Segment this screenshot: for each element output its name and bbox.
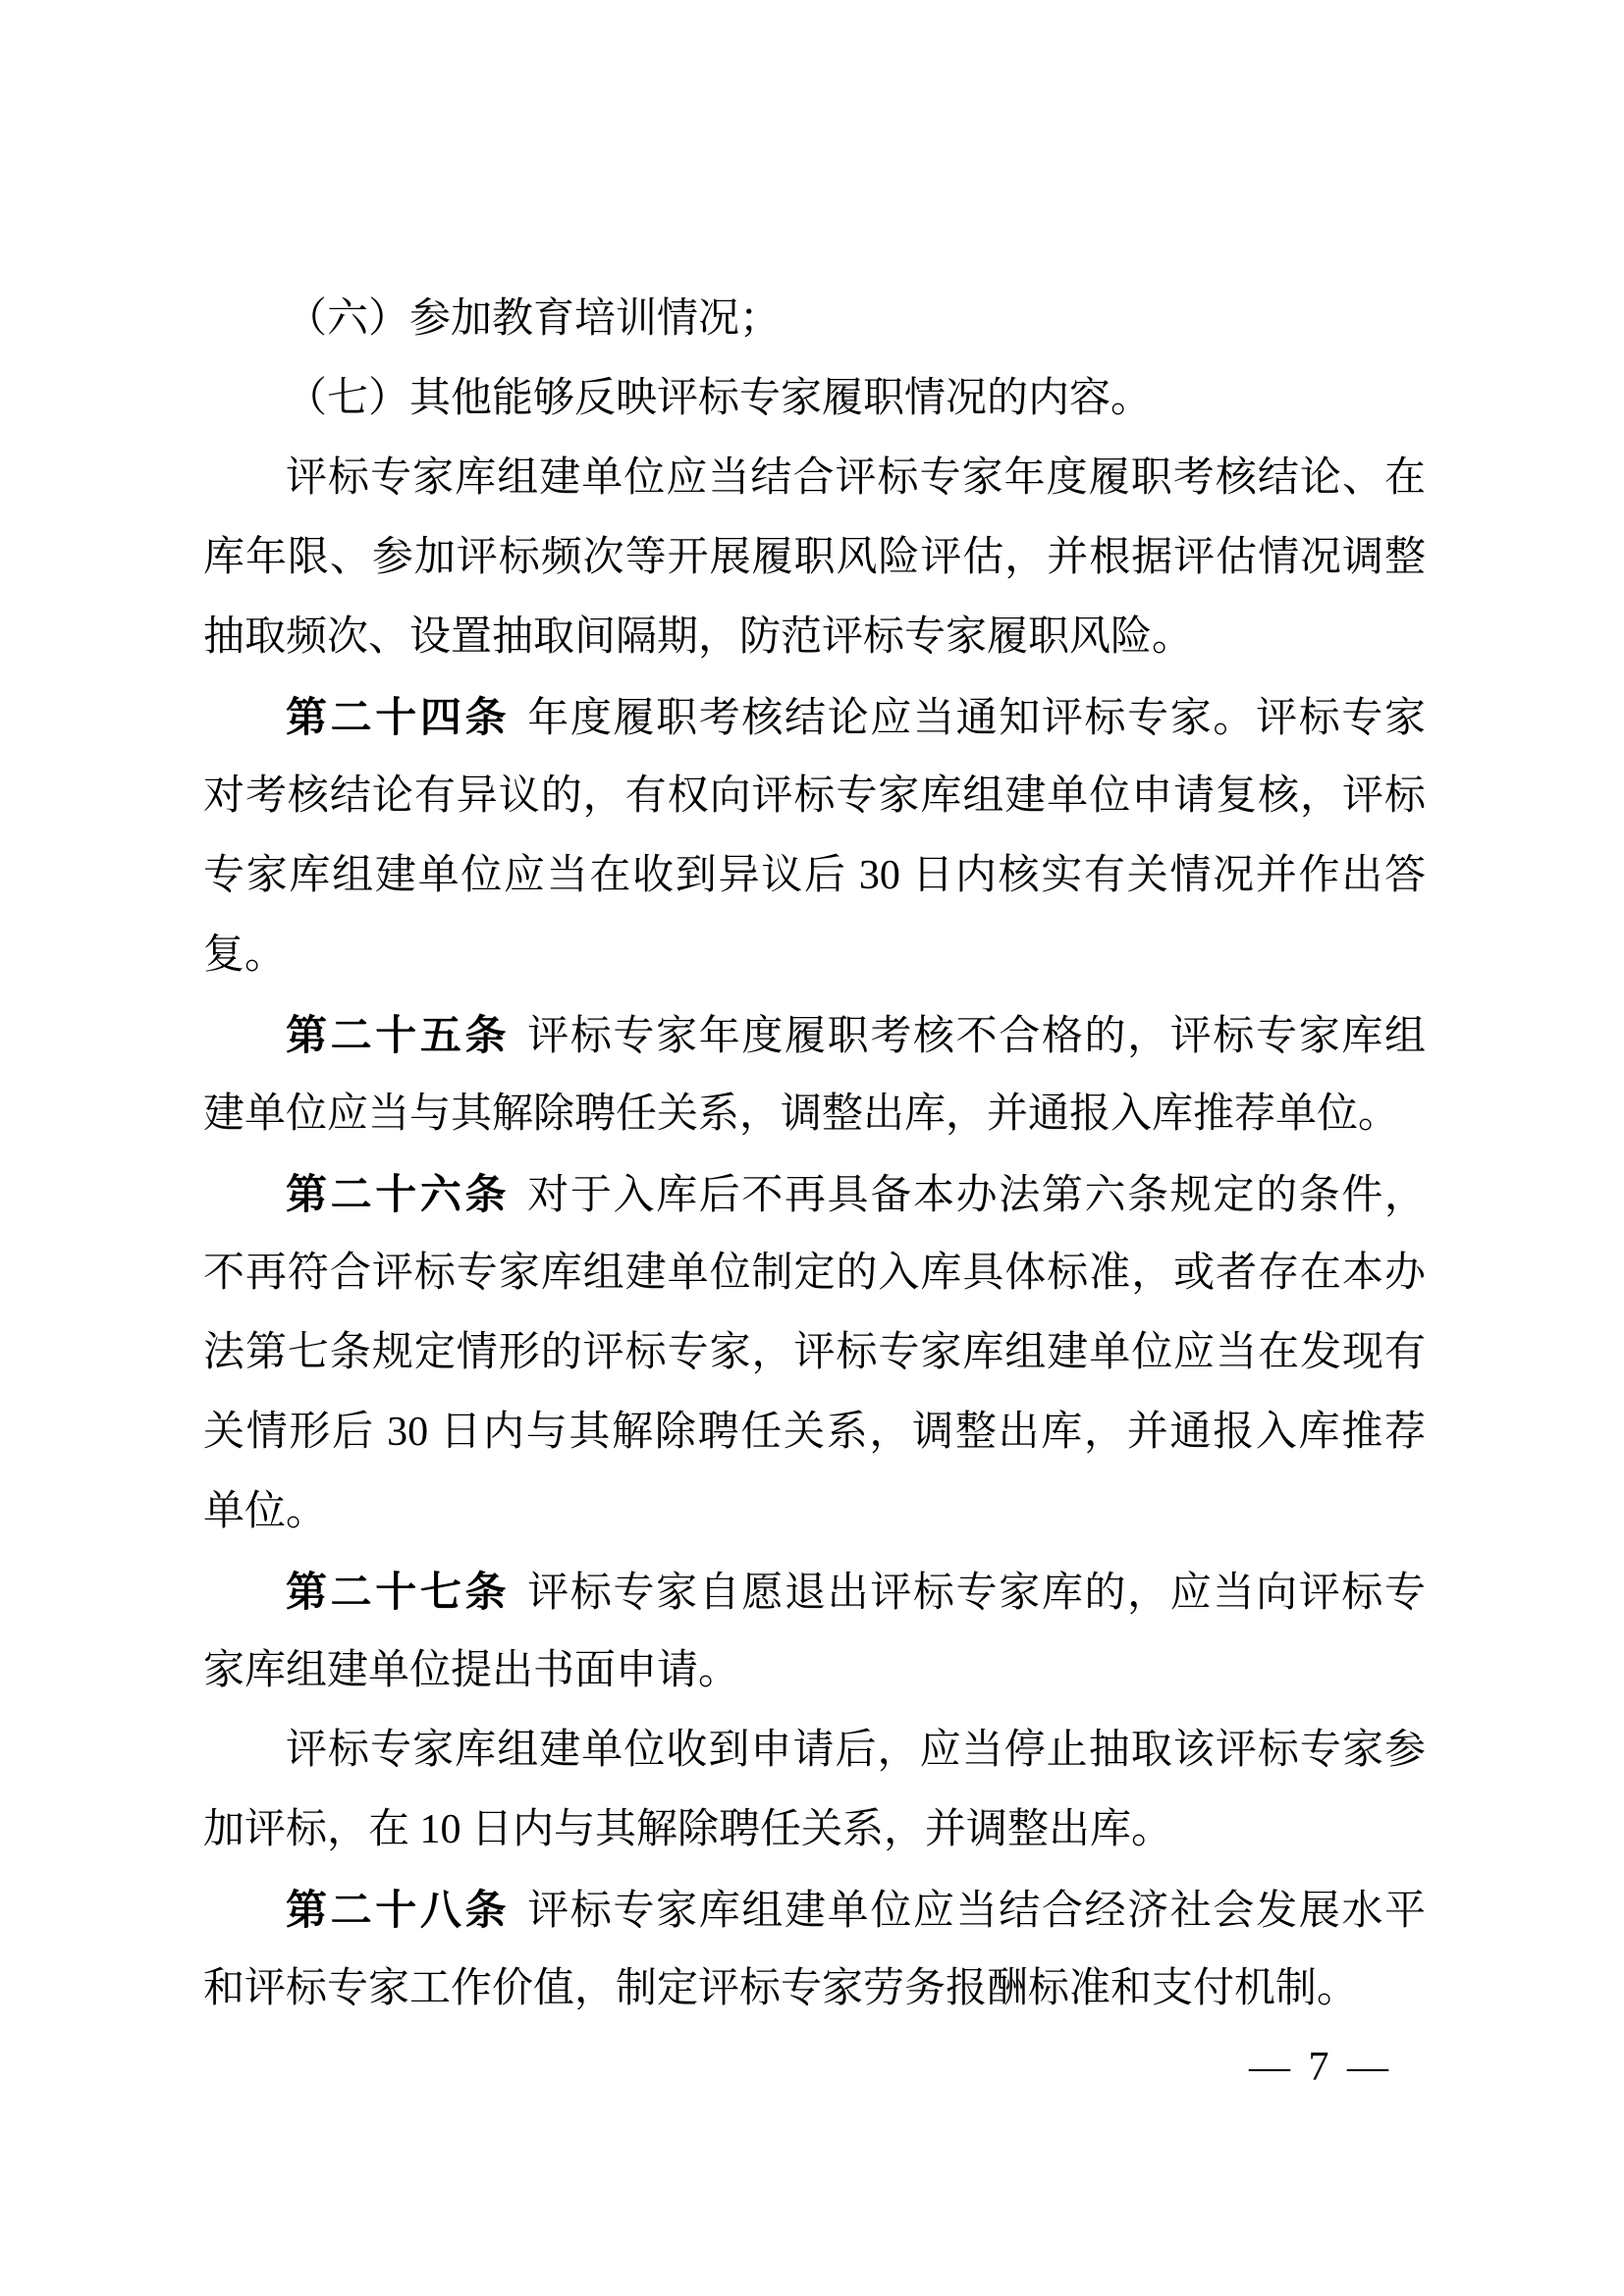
article-number: 第二十七条 [286,1569,511,1615]
line-text: 抽取频次、设置抽取间隔期，防范评标专家履职风险。 [203,614,1194,660]
document-line [203,1790,1426,1870]
line-text: （六）参加教育培训情况； [286,296,782,342]
document-line [203,836,1426,916]
document-line [203,1552,1426,1631]
document-line [203,1075,1426,1154]
line-text: 评标专家自愿退出评标专家库的，应当向评标专 [527,1571,1426,1616]
article-number: 第二十八条 [286,1887,511,1933]
document-line [203,1313,1426,1393]
line-text: 建单位应当与其解除聘任关系，调整出库，并通报入库推荐单位。 [203,1092,1400,1137]
line-text: 不再符合评标专家库组建单位制定的入库具体标准，或者存在本办 [203,1251,1426,1296]
line-text: （七）其他能够反映评标专家履职情况的内容。 [286,376,1153,421]
line-text: 对于入库后不再具备本办法第六条规定的条件， [527,1173,1426,1218]
document-line [203,1393,1426,1472]
line-text: 关情形后 30 日内与其解除聘任关系，调整出库，并通报入库推荐 [203,1410,1426,1455]
document-line [203,1472,1426,1552]
line-text: 家库组建单位提出书面申请。 [203,1648,740,1693]
document-line [203,1949,1426,2029]
line-text: 对考核结论有异议的，有权向评标专家库组建单位申请复核，评标 [203,774,1426,819]
document-line [203,1631,1426,1711]
line-text: 复。 [203,933,287,978]
line-text: 评标专家库组建单位收到申请后，应当停止抽取该评标专家参 [286,1728,1426,1773]
document-line [203,280,1426,359]
line-text: 评标专家库组建单位应当结合评标专家年度履职考核结论、在 [286,455,1426,501]
line-text: 加评标，在 10 日内与其解除聘任关系，并调整出库。 [203,1807,1173,1852]
article-number: 第二十四条 [286,694,511,740]
document-line [203,598,1426,677]
document-line [203,757,1426,836]
line-text: 库年限、参加评标频次等开展履职风险评估，并根据评估情况调整 [203,535,1426,580]
line-text: 评标专家年度履职考核不合格的，评标专家库组 [527,1014,1426,1059]
line-text: 法第七条规定情形的评标专家，评标专家库组建单位应当在发现有 [203,1330,1426,1375]
document-line [203,1234,1426,1313]
document-line [203,518,1426,598]
document-line [203,439,1426,518]
document-line [203,359,1426,439]
document-body [203,280,1426,2029]
document-line [203,995,1426,1075]
document-line [203,1711,1426,1790]
document-line [203,916,1426,995]
article-number: 第二十五条 [286,1012,511,1058]
line-text: 年度履职考核结论应当通知评标专家。评标专家 [527,696,1426,741]
document-line [203,677,1426,757]
document-line [203,1870,1426,1949]
line-text: 和评标专家工作价值，制定评标专家劳务报酬标准和支付机制。 [203,1966,1359,2011]
document-line [203,1154,1426,1234]
article-number: 第二十六条 [286,1171,511,1217]
line-text: 评标专家库组建单位应当结合经济社会发展水平 [527,1889,1426,1934]
page-number: — 7 — [1249,2045,1392,2090]
line-text: 专家库组建单位应当在收到异议后 30 日内核实有关情况并作出答 [203,853,1426,898]
line-text: 单位。 [203,1489,328,1534]
